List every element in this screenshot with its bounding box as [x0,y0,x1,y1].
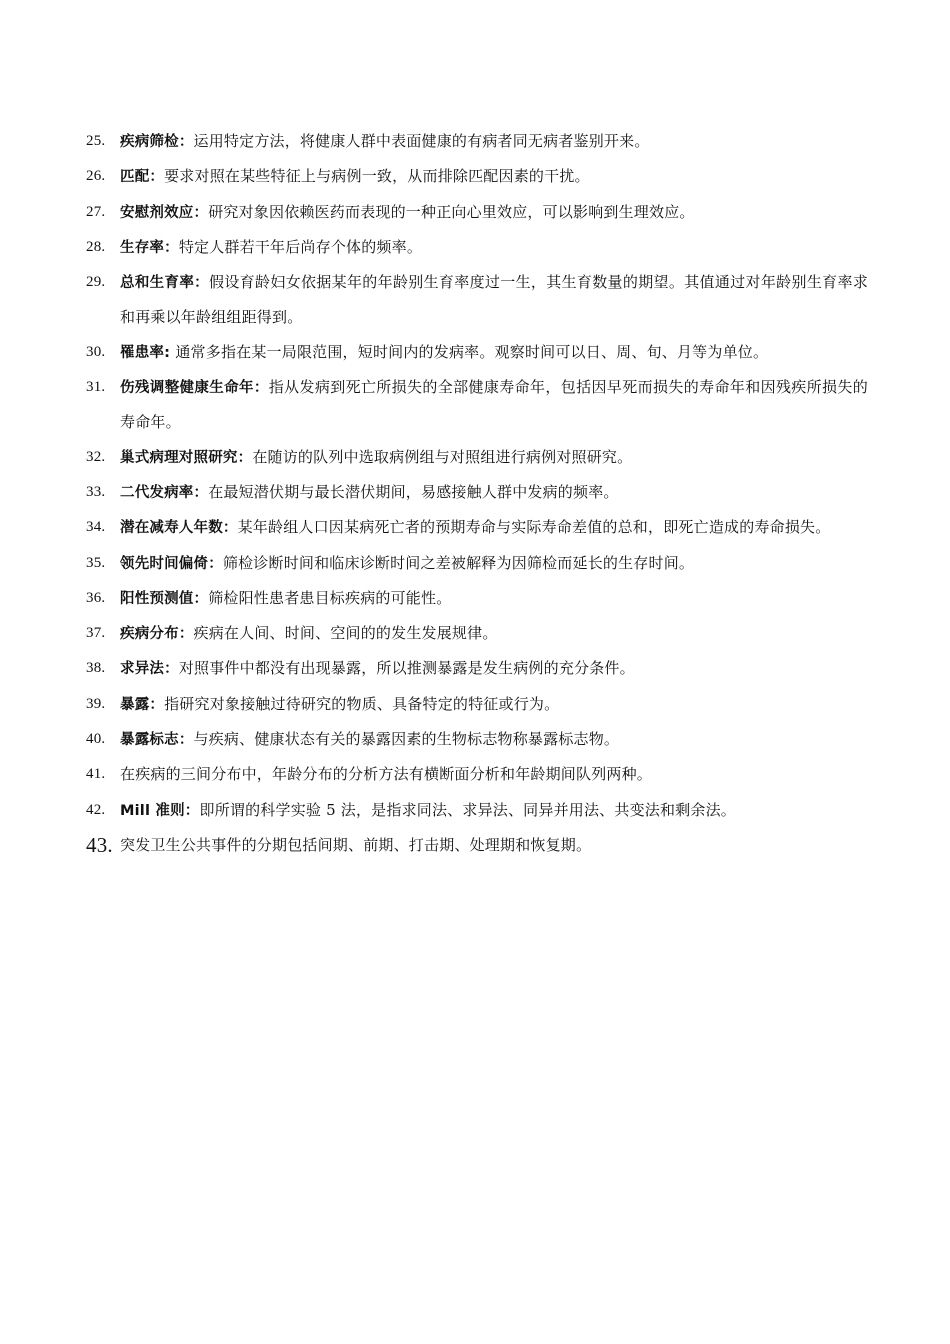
item-term: 暴露标志 [120,732,179,749]
item-number: 26. [86,168,106,185]
list-item [86,616,868,651]
item-separator: ： [194,275,209,292]
item-body [120,370,868,440]
item-number: 41. [86,766,106,783]
item-body [120,440,868,475]
list-item [86,687,868,722]
item-separator: ： [208,555,223,572]
item-number: 38. [86,660,106,677]
item-term: 伤残调整健康生命年 [120,380,254,397]
item-number: 37. [86,625,106,642]
list-item [86,581,868,616]
item-number: 33. [86,483,106,500]
item-description: 指研究对象接触过待研究的物质、具备特定的特征或行为。 [164,694,560,713]
list-item [86,510,868,545]
item-separator: ： [193,590,209,607]
list-item [86,793,868,828]
item-term: 巢式病理对照研究 [120,449,238,466]
item-term: 罹患率 [120,344,165,361]
item-separator: ： [164,239,179,256]
item-term: 安慰剂效应 [120,204,194,221]
item-separator: : [164,344,176,361]
item-description: 筛检诊断时间和临床诊断时间之差被解释为因筛检而延长的生存时间。 [222,553,695,572]
glossary-list [86,124,868,863]
list-item [86,124,868,159]
list-item [86,722,868,757]
list-item [86,757,868,792]
item-description: 在随访的队列中选取病例组与对照组进行病例对照研究。 [252,447,633,466]
item-separator: ： [222,520,238,537]
item-body [120,687,868,722]
item-number: 42. [86,801,106,818]
item-term: 匹配 [120,169,150,186]
item-separator: ： [237,449,253,466]
item-description: 对照事件中都没有出现暴露，所以推测暴露是发生病例的充分条件。 [178,659,635,678]
item-separator: ： [184,802,200,819]
item-body [120,546,868,581]
item-number: 28. [86,238,106,255]
item-body [120,159,868,194]
item-number: 34. [86,519,106,536]
item-body [120,651,868,686]
item-body [120,475,868,510]
list-item [86,440,868,475]
item-body [120,230,868,265]
list-item [86,546,868,581]
list-item [86,230,868,265]
list-item [86,195,868,230]
item-term: 疾病筛检 [120,134,179,150]
item-separator: ： [193,204,209,221]
item-body [120,581,868,616]
list-item [86,335,868,370]
item-body [120,510,868,545]
item-term: 求异法 [120,661,165,678]
item-term: 领先时间偏倚 [120,555,209,572]
item-separator: ： [178,732,194,749]
item-separator: ： [164,661,179,678]
item-description: 即所谓的科学实验 5 法，是指求同法、求异法、同异并用法、共变法和剩余法。 [199,800,736,819]
item-body [120,195,868,230]
item-number: 31. [86,379,106,396]
item-description: 通常多指在某一局限范围，短时间内的发病率。观察时间可以日、周、旬、月等为单位。 [175,342,769,361]
item-number: 39. [86,695,106,712]
item-term: 二代发病率 [120,484,194,501]
item-separator: ： [178,134,194,150]
item-body [120,335,868,370]
item-body [120,793,868,828]
item-term: 疾病分布 [120,626,179,643]
list-item [86,265,868,335]
item-body [120,722,868,757]
item-number: 27. [86,203,106,220]
item-term: 生存率 [120,239,165,256]
item-term: 阳性预测值 [120,590,194,607]
item-description: 研究对象因依赖医药而表现的一种正向心里效应，可以影响到生理效应。 [208,202,695,221]
item-term: 潜在减寿人年数 [120,520,223,537]
item-body [120,265,868,335]
item-description: 在疾病的三间分布中，年龄分布的分析方法有横断面分析和年龄期间队列两种。 [120,765,653,784]
item-term: 总和生育率 [120,275,195,292]
item-description: 运用特定方法，将健康人群中表面健康的有病者同无病者鉴别开来。 [193,132,650,150]
item-description: 与疾病、健康状态有关的暴露因素的生物标志物称暴露标志物。 [193,730,620,749]
item-separator: ： [193,484,209,501]
item-description: 在最短潜伏期与最长潜伏期间，易感接触人群中发病的频率。 [208,482,619,501]
item-description: 某年龄组人口因某病死亡者的预期寿命与实际寿命差值的总和，即死亡造成的寿命损失。 [237,518,831,537]
item-separator: ： [178,626,194,643]
item-separator: ： [149,169,165,186]
item-number: 35. [86,554,106,571]
item-separator: ： [149,696,165,713]
list-item [86,370,868,440]
list-item [86,828,868,863]
item-number: 25. [86,133,106,149]
item-description: 指从发病到死亡所损失的全部健康寿命年，包括因早死而损失的寿命年和因残疾所损失的寿命年。 [120,378,868,432]
item-description: 假设育龄妇女依据某年的年龄别生育率度过一生，其生育数量的期望。其值通过对年龄别生育率求和再乘以年龄组组距得到。 [120,273,869,327]
item-body [120,828,868,863]
item-number: 36. [86,589,106,606]
item-number: 29. [86,274,106,291]
item-number: 43. [86,832,113,857]
item-term: 暴露 [120,696,150,713]
list-item [86,475,868,510]
list-item [86,651,868,686]
item-number: 32. [86,448,106,465]
item-description: 筛检阳性患者患目标疾病的可能性。 [208,588,452,607]
item-description: 要求对照在某些特征上与病例一致，从而排除匹配因素的干扰。 [164,167,590,186]
item-description: 疾病在人间、时间、空间的的发生发展规律。 [193,624,498,643]
item-body [120,616,868,651]
item-description: 突发卫生公共事件的分期包括间期、前期、打击期、处理期和恢复期。 [120,835,592,854]
item-number: 40. [86,731,106,748]
item-number: 30. [86,343,106,360]
list-item [86,159,868,194]
item-separator: ： [253,380,269,397]
item-body [120,124,868,159]
item-description: 特定人群若干年后尚存个体的频率。 [178,237,423,256]
item-body [120,757,868,792]
item-term: Mill 准则 [120,802,185,819]
